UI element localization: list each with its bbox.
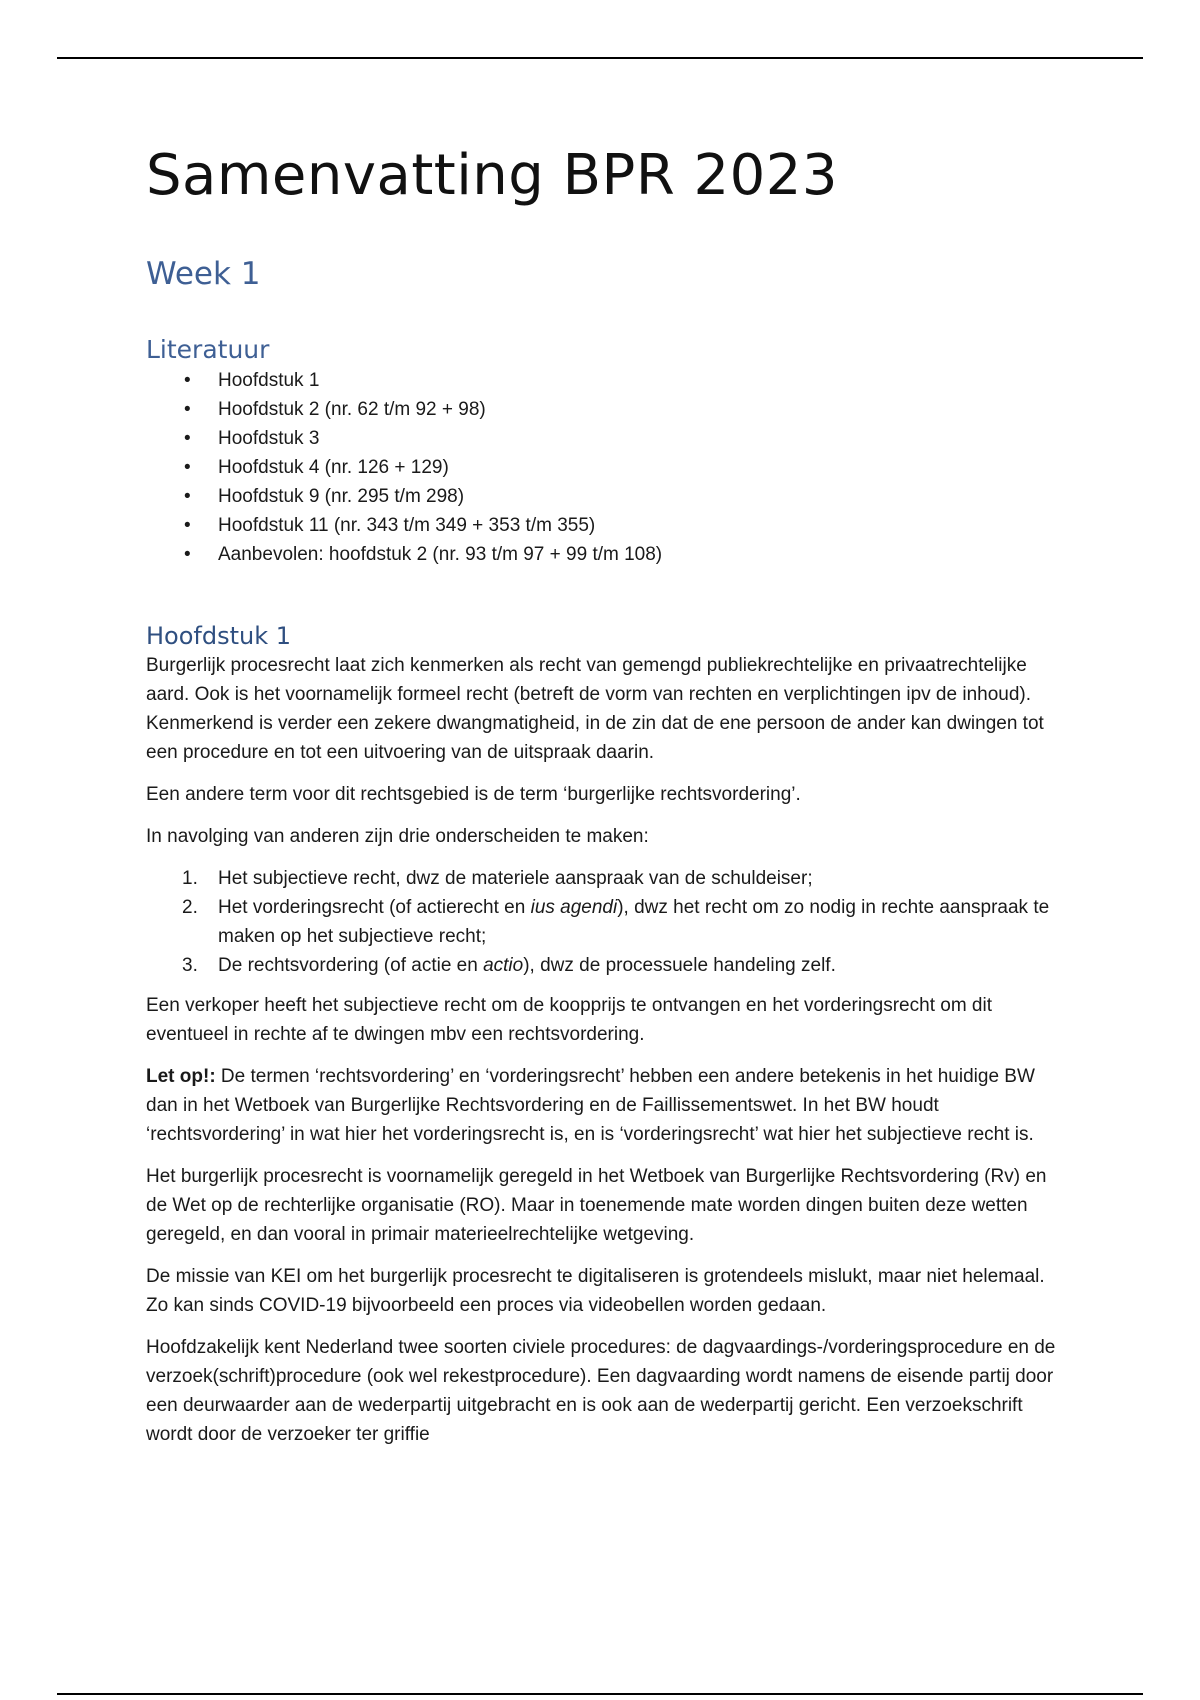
bullet-icon: • [184, 370, 191, 391]
list-item: • Hoofdstuk 11 (nr. 343 t/m 349 + 353 t/m 355) [146, 511, 1066, 540]
bullet-icon: • [184, 515, 191, 536]
header-rule [57, 57, 1143, 59]
list-number: 1. [182, 868, 198, 889]
list-item: 1. Het subjectieve recht, dwz de materiele aanspraak van de schuldeiser; [146, 864, 1066, 893]
bullet-icon: • [184, 544, 191, 565]
list-item: 3. De rechtsvordering (of actie en actio), dwz de processuele handeling zelf. [146, 951, 1066, 980]
bullet-icon: • [184, 428, 191, 449]
paragraph-5: Het burgerlijk procesrecht is voornamelijk geregeld in het Wetboek van Burgerlijke Rechtsvordering (Rv) en de Wet op de rechterlijke organisatie (RO). Maar in toenemende mate worden dingen buiten deze wetten geregeld, en dan vooral in primair materieelrechtelijke wetgeving. [146, 1166, 1047, 1245]
footer-rule [57, 1693, 1143, 1695]
bullet-icon: • [184, 399, 191, 420]
document-page [146, 140, 1066, 1462]
list-item: • Hoofdstuk 1 [146, 366, 1066, 395]
bullet-icon: • [184, 486, 191, 507]
list-number: 2. [182, 897, 198, 918]
week-heading: Week 1 [146, 256, 261, 292]
note-label: Let op!: [146, 1066, 216, 1087]
paragraph-4: Een verkoper heeft het subjectieve recht om de koopprijs te ontvangen en het vorderingsrecht om dit eventueel in rechte af te dwingen mbv een rechtsvordering. [146, 995, 992, 1045]
note-paragraph [146, 1062, 1066, 1149]
paragraph-2: Een andere term voor dit rechtsgebied is de term ‘burgerlijke rechtsvordering’. [146, 784, 801, 805]
distinctions-list [146, 864, 1066, 980]
literature-heading: Literatuur [146, 335, 270, 364]
bullet-icon: • [184, 457, 191, 478]
list-item: • Hoofdstuk 9 (nr. 295 t/m 298) [146, 482, 1066, 511]
literature-list [146, 366, 1066, 569]
list-item: • Hoofdstuk 2 (nr. 62 t/m 92 + 98) [146, 395, 1066, 424]
paragraph-1: Burgerlijk procesrecht laat zich kenmerken als recht van gemengd publiekrechtelijke en privaatrechtelijke aard. Ook is het voornamelijk formeel recht (betreft de vorm van rechten en verplichtingen ipv de inhoud). Kenmerkend is verder een zekere dwangmatigheid, in de zin dat de ene persoon de ander kan dwingen tot een procedure en tot een uitvoering van de uitspraak daarin. [146, 655, 1044, 763]
list-item: 2. Het vorderingsrecht (of actierecht en ius agendi), dwz het recht om zo nodig in rechte aanspraak te maken op het subjectieve recht; [146, 893, 1066, 951]
chapter-heading: Hoofdstuk 1 [146, 622, 292, 650]
note-text: De termen ‘rechtsvordering’ en ‘vorderingsrecht’ hebben een andere betekenis in het huidige BW dan in het Wetboek van Burgerlijke Rechtsvordering en de Faillissementswet. In het BW houdt ‘rechtsvordering’ in wat hier het vorderingsrecht is, en is ‘vorderingsrecht’ wat hier het subjectieve recht is. [146, 1066, 1035, 1145]
document-title: Samenvatting BPR 2023 [146, 143, 839, 208]
paragraph-6: De missie van KEI om het burgerlijk procesrecht te digitaliseren is grotendeels mislukt, maar niet helemaal. Zo kan sinds COVID-19 bijvoorbeeld een proces via videobellen worden gedaan. [146, 1266, 1045, 1316]
paragraph-3: In navolging van anderen zijn drie onderscheiden te maken: [146, 826, 649, 847]
list-item: • Hoofdstuk 3 [146, 424, 1066, 453]
list-item: • Aanbevolen: hoofdstuk 2 (nr. 93 t/m 97 + 99 t/m 108) [146, 540, 1066, 569]
list-item: • Hoofdstuk 4 (nr. 126 + 129) [146, 453, 1066, 482]
list-number: 3. [182, 955, 198, 976]
paragraph-7: Hoofdzakelijk kent Nederland twee soorten civiele procedures: de dagvaardings-/vorderingsprocedure en de verzoek(schrift)procedure (ook wel rekestprocedure). Een dagvaarding wordt namens de eisende partij door een deurwaarder aan de wederpartij uitgebracht en is ook aan de wederpartij gericht. Een verzoekschrift wordt door de verzoeker ter griffie [146, 1337, 1056, 1445]
